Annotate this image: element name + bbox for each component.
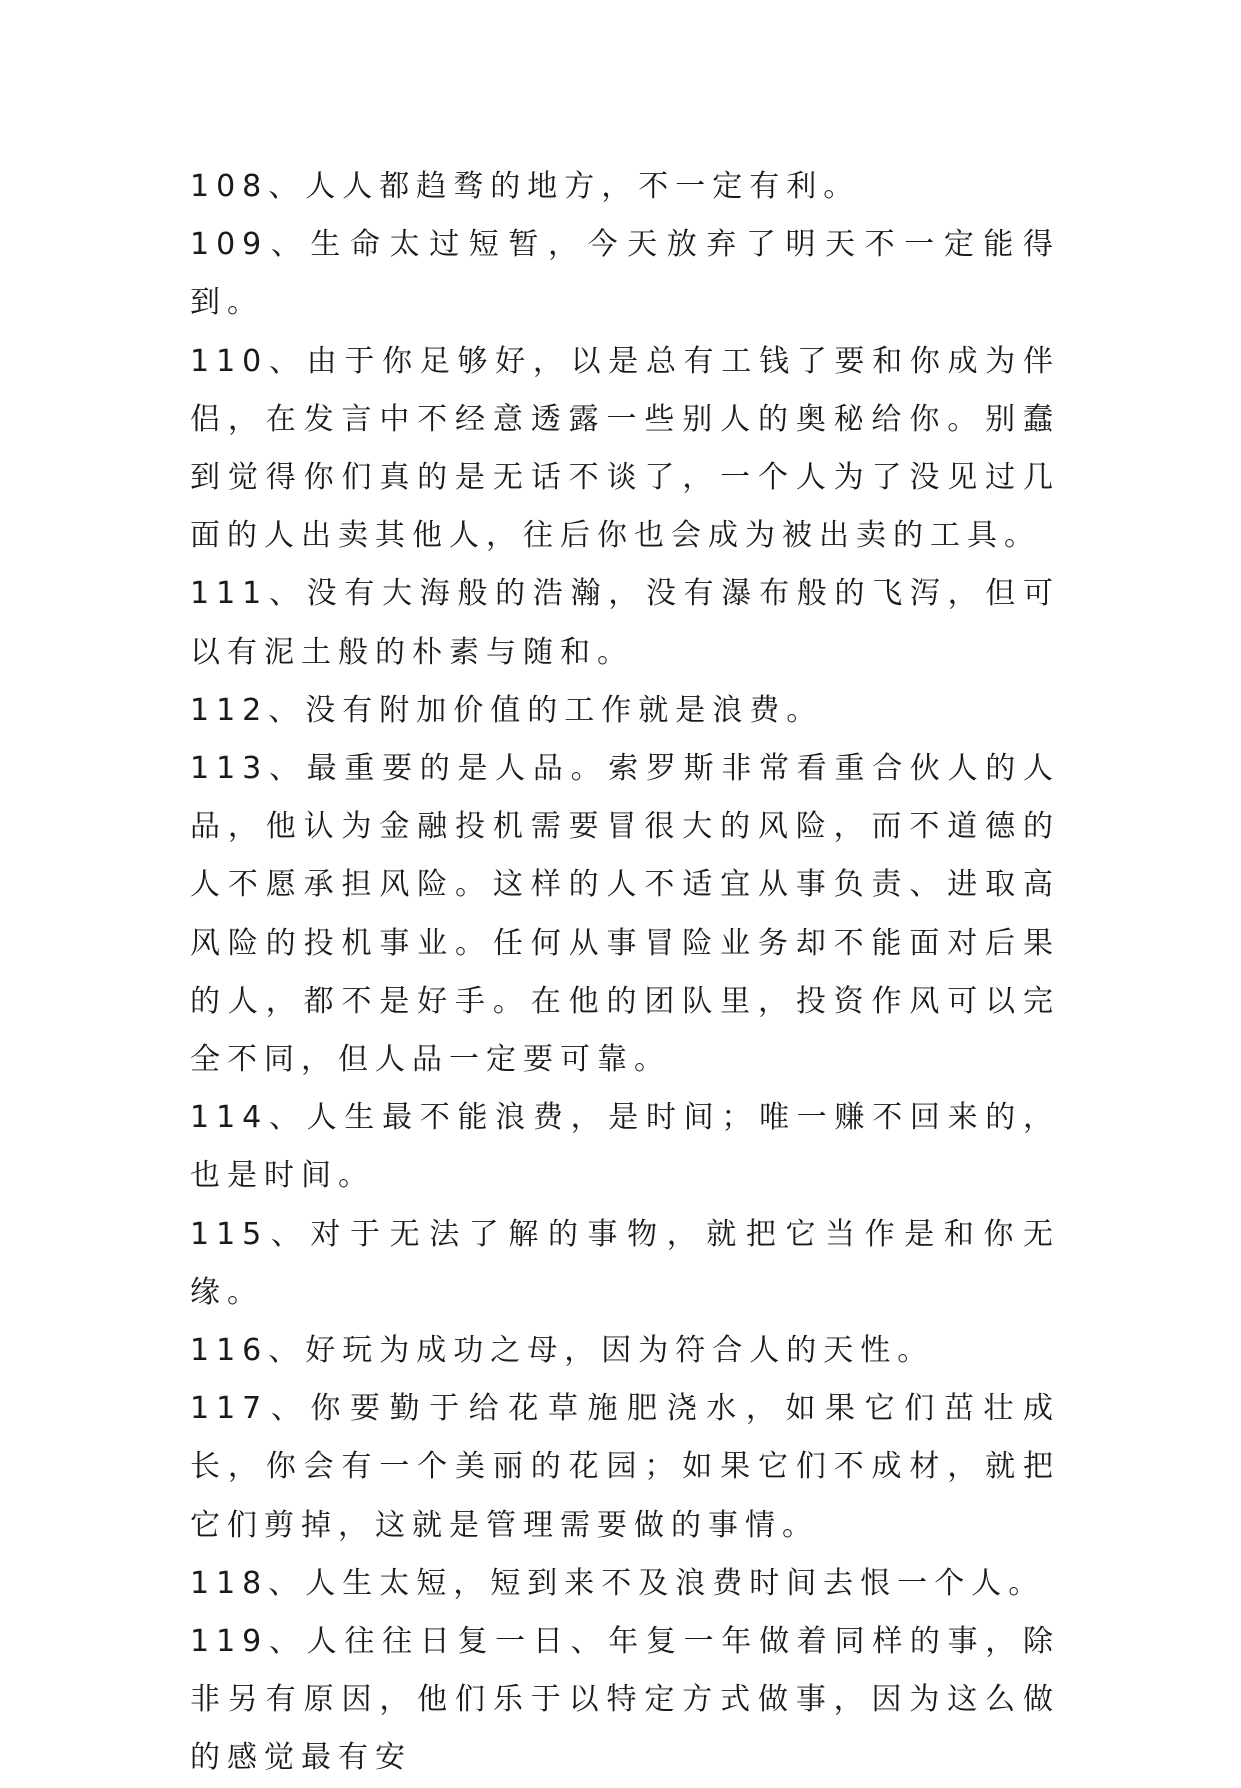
quote-paragraph-111: 111、没有大海般的浩瀚，没有瀑布般的飞泻，但可以有泥土般的朴素与随和。 [190, 576, 1060, 670]
quote-paragraph-115: 115、对于无法了解的事物，就把它当作是和你无缘。 [190, 1216, 1060, 1310]
document-body [190, 158, 1060, 1788]
quote-paragraph-113: 113、最重要的是人品。索罗斯非常看重合伙人的人品，他认为金融投机需要冒很大的风险，而不道德的人不愿承担风险。这样的人不适宜从事负责、进取高风险的投机事业。任何从事冒险业务却不能面对后果的人，都不是好手。在他的团队里，投资作风可以完全不同，但人品一定要可靠。 [190, 751, 1060, 1078]
quote-paragraph-116: 116、好玩为成功之母，因为符合人的天性。 [190, 1333, 935, 1369]
quote-paragraph-112: 112、没有附加价值的工作就是浪费。 [190, 692, 824, 728]
quote-paragraph-119: 119、人往往日复一日、年复一年做着同样的事，除非另有原因，他们乐于以特定方式做事，因为这么做的感觉最有安 [190, 1624, 1060, 1776]
quote-paragraph-117: 117、你要勤于给花草施肥浇水，如果它们茁壮成长，你会有一个美丽的花园；如果它们不成材，就把它们剪掉，这就是管理需要做的事情。 [190, 1391, 1060, 1543]
quote-paragraph-118: 118、人生太短，短到来不及浪费时间去恨一个人。 [190, 1565, 1046, 1601]
quote-paragraph-109: 109、生命太过短暂，今天放弃了明天不一定能得到。 [190, 227, 1060, 321]
quote-paragraph-108: 108、人人都趋骛的地方，不一定有利。 [190, 169, 861, 204]
quote-paragraph-110: 110、由于你足够好，以是总有工钱了要和你成为伴侣，在发言中不经意透露一些别人的奥秘给你。别蠢到觉得你们真的是无话不谈了，一个人为了没见过几面的人出卖其他人，往后你也会成为被出卖的工具。 [190, 343, 1060, 554]
quote-paragraph-114: 114、人生最不能浪费，是时间；唯一赚不回来的，也是时间。 [190, 1100, 1060, 1194]
